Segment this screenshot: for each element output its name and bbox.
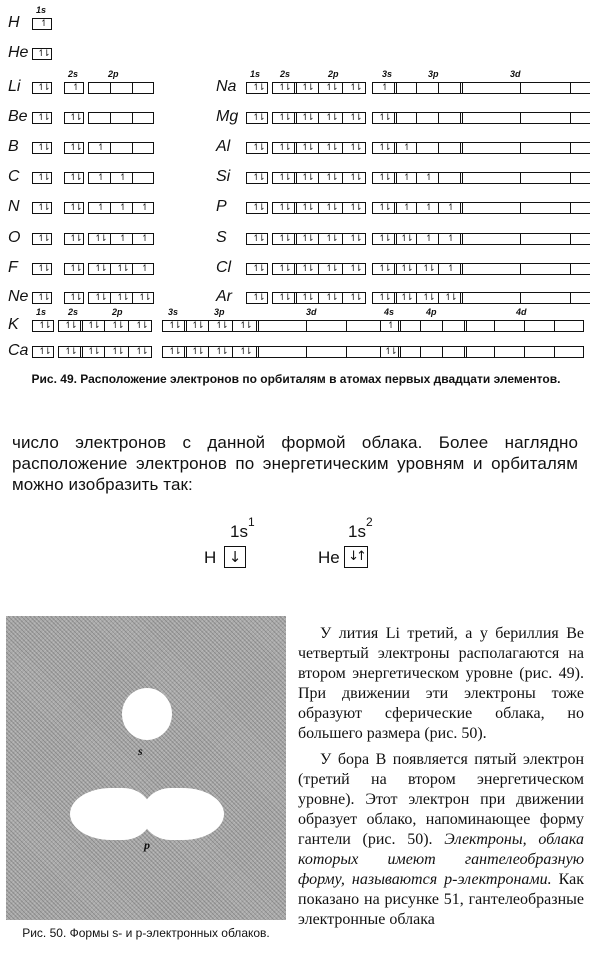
figure-50-caption: Рис. 50. Формы s- и p-электронных облаков. xyxy=(22,926,270,940)
orbital-divider xyxy=(110,143,111,153)
electron-arrows: ↿ xyxy=(403,143,409,153)
orbital-4-ca xyxy=(380,346,584,358)
orbital-divider xyxy=(110,83,111,93)
orbital-1s-be xyxy=(32,112,52,124)
element-symbol-h: H xyxy=(8,14,20,31)
figure-49-caption: Рис. 49. Расположение электронов по орбиталям в атомах первых двадцати элементов. xyxy=(31,372,561,386)
electron-arrows: ↿⇂ xyxy=(168,347,180,357)
element-symbol-be: Be xyxy=(8,108,28,125)
orbital-divider xyxy=(394,113,397,123)
orbital-divider xyxy=(460,113,463,123)
electron-arrows: ↿⇂ xyxy=(215,347,227,357)
orbital-1s-b xyxy=(32,142,52,154)
electron-arrows: ↿ xyxy=(119,173,125,183)
orbital-2s-b xyxy=(64,142,84,154)
electron-arrows: ↿ xyxy=(40,19,46,29)
electron-arrows: ↿⇂ xyxy=(349,83,361,93)
orbital-divider xyxy=(464,321,467,331)
orbital-divider xyxy=(420,347,421,357)
orbital-1s-p xyxy=(246,202,268,214)
element-symbol-he: He xyxy=(8,44,29,61)
orbital-divider xyxy=(520,113,521,123)
orbital-3s3p3d-s xyxy=(372,233,590,245)
electron-arrows: ↿⇂ xyxy=(378,143,390,153)
electron-arrows: ↿ xyxy=(403,203,409,213)
orbital-2p-f xyxy=(88,263,154,275)
orbital-3s3p3d-si xyxy=(372,172,590,184)
orbital-1s-mg xyxy=(246,112,268,124)
electron-arrows: ↿⇂ xyxy=(69,173,81,183)
electron-arrows: ↿ xyxy=(425,234,431,244)
h-exponent: 1 xyxy=(248,515,255,529)
p-orbital-right-lobe xyxy=(142,788,224,840)
electron-arrows: ↿ xyxy=(403,173,409,183)
orbital-1s-s xyxy=(246,233,268,245)
electron-arrows: ↿⇂ xyxy=(349,113,361,123)
orbital-3s3p3d-al xyxy=(372,142,590,154)
electron-arrows: ↿⇂ xyxy=(135,347,147,357)
electron-arrows: ↿⇂ xyxy=(325,83,337,93)
electron-arrows: ↿⇂ xyxy=(69,203,81,213)
electron-arrows: ↿⇂ xyxy=(301,173,313,183)
helium-notation xyxy=(318,512,408,572)
electron-arrows: ↿⇂ xyxy=(252,234,264,244)
electron-arrows: ↿ xyxy=(447,203,453,213)
orbital-divider xyxy=(132,143,133,153)
electron-arrows: ↿⇂ xyxy=(278,113,290,123)
electron-arrows: ↿⇂ xyxy=(94,293,106,303)
orbital-divider xyxy=(416,83,417,93)
electron-arrows: ↿⇂ xyxy=(325,143,337,153)
electron-arrows: ↿⇂ xyxy=(64,321,76,331)
label-2p-right: 2p xyxy=(328,69,339,79)
orbital-divider xyxy=(110,113,111,123)
orbital-divider xyxy=(398,347,401,357)
orbital-1s-si xyxy=(246,172,268,184)
electron-arrows: ↿ xyxy=(425,203,431,213)
orbital-2s-c xyxy=(64,172,84,184)
orbital-1s-n xyxy=(32,202,52,214)
electron-arrows: ↿⇂ xyxy=(325,203,337,213)
orbital-2s2p-al xyxy=(272,142,366,154)
label-4d-bottom: 4d xyxy=(516,307,527,317)
label-2s-right: 2s xyxy=(280,69,291,79)
electron-arrows: ↿⇂ xyxy=(168,321,180,331)
electron-arrows: ↿⇂ xyxy=(349,143,361,153)
label-2p-bottom: 2p xyxy=(112,307,123,317)
orbital-divider xyxy=(520,264,521,274)
electron-arrows: ↿⇂ xyxy=(378,264,390,274)
electron-arrows: ↿⇂ xyxy=(191,347,203,357)
paragraph-lithium: У лития Li третий, а у бериллия Be четвертый электроны располагаются на втором энергетическом уровне (рис. 49). При движении эти электроны тоже образуют сферические облака, но большего размера (рис. 50). xyxy=(298,625,584,742)
electron-arrows: ↿⇂ xyxy=(252,113,264,123)
electron-arrows: ↿⇂ xyxy=(69,293,81,303)
electron-arrows: ↿⇂ xyxy=(252,293,264,303)
electron-arrows: ↿ xyxy=(141,203,147,213)
electron-arrows: ↿ xyxy=(72,83,78,93)
orbital-2s-ne xyxy=(64,292,84,304)
orbital-divider xyxy=(256,347,259,357)
electron-arrows: ↿⇂ xyxy=(37,83,49,93)
electron-arrows: ↿ xyxy=(141,234,147,244)
electron-arrows: ↿⇂ xyxy=(239,321,251,331)
electron-arrows: ↿⇂ xyxy=(378,293,390,303)
label-4s-bottom: 4s xyxy=(384,307,395,317)
electron-arrows: ↿⇂ xyxy=(111,347,123,357)
orbital-divider xyxy=(420,321,421,331)
right-column-text xyxy=(298,624,584,930)
hydrogen-notation xyxy=(200,512,280,572)
electron-arrows: ↿⇂ xyxy=(301,143,313,153)
electron-arrows: ↿⇂ xyxy=(37,143,49,153)
element-symbol-c: C xyxy=(8,168,20,185)
electron-arrows: ↿⇂ xyxy=(378,203,390,213)
orbital-divider xyxy=(520,173,521,183)
electron-arrows: ↿⇂ xyxy=(301,293,313,303)
electron-arrows: ↿ xyxy=(119,203,125,213)
electron-arrows: ↿⇂ xyxy=(349,264,361,274)
orbital-2s2p-na xyxy=(272,82,366,94)
electron-arrows: ↿ xyxy=(381,83,387,93)
orbital-1s-na xyxy=(246,82,268,94)
orbital-2s-n xyxy=(64,202,84,214)
orbital-divider xyxy=(570,203,571,213)
orbital-divider xyxy=(306,347,307,357)
electron-arrows: ↿ xyxy=(425,173,431,183)
orbital-divider xyxy=(460,83,463,93)
electron-arrows: ↿⇂ xyxy=(94,264,106,274)
orbital-2p-c xyxy=(88,172,154,184)
electron-arrows: ↿⇂ xyxy=(301,264,313,274)
element-symbol-k: K xyxy=(8,316,19,333)
orbital-1s-o xyxy=(32,233,52,245)
figure-50-image xyxy=(6,616,286,920)
h-symbol: H xyxy=(204,548,217,567)
electron-arrows: ↿⇂ xyxy=(191,321,203,331)
element-symbol-cl: Cl xyxy=(216,259,232,276)
electron-arrows: ↿⇂ xyxy=(278,83,290,93)
electron-arrows: ↿⇂ xyxy=(349,173,361,183)
orbital-divider xyxy=(460,143,463,153)
orbital-divider xyxy=(346,321,347,331)
orbital-2p-be xyxy=(88,112,154,124)
s-label: s xyxy=(138,744,143,758)
orbital-1s-c xyxy=(32,172,52,184)
electron-arrows: ↿⇂ xyxy=(301,234,313,244)
label-2p-left: 2p xyxy=(108,69,119,79)
orbital-divider xyxy=(460,234,463,244)
electron-arrows: ↿⇂ xyxy=(94,234,106,244)
orbital-2s-f xyxy=(64,263,84,275)
electron-arrows: ↿⇂ xyxy=(378,173,390,183)
electron-arrows: ↿⇂ xyxy=(239,347,251,357)
element-symbol-ca: Ca xyxy=(8,342,29,359)
orbital-divider xyxy=(570,83,571,93)
electron-arrows: ↿⇂ xyxy=(278,143,290,153)
electron-arrows: ↿⇂ xyxy=(400,234,412,244)
he-symbol: He xyxy=(318,548,340,567)
electron-arrows: ↿⇂ xyxy=(37,173,49,183)
electron-arrows: ↿⇂ xyxy=(444,293,456,303)
orbital-divider xyxy=(438,83,439,93)
orbital-divider xyxy=(524,347,525,357)
element-symbol-li: Li xyxy=(8,78,21,95)
orbital-2s2p-si xyxy=(272,172,366,184)
orbital-divider xyxy=(524,321,525,331)
orbital-divider xyxy=(416,143,417,153)
electron-arrows: ↿⇂ xyxy=(325,264,337,274)
orbital-divider xyxy=(256,321,259,331)
electron-arrows: ↿⇂ xyxy=(87,347,99,357)
electron-arrows: ↿⇂ xyxy=(111,321,123,331)
boron-text-start: У бора B появляется пятый электрон (третий на втором энергетическом уровне). Этот электрон при движении образует облако, напоминающее форму гантели (рис. 50). xyxy=(298,751,584,848)
electron-arrows: ↿⇂ xyxy=(138,293,150,303)
orbital-1s-cl xyxy=(246,263,268,275)
orbital-1s-ne xyxy=(32,292,52,304)
orbital-divider xyxy=(460,173,463,183)
electron-arrows: ↿⇂ xyxy=(422,293,434,303)
orbital-divider xyxy=(520,143,521,153)
electron-arrows: ↿ xyxy=(447,264,453,274)
label-3d-right: 3d xyxy=(510,69,521,79)
element-symbol-ar: Ar xyxy=(216,288,232,305)
orbital-divider xyxy=(554,347,555,357)
electron-arrows: ↿⇂ xyxy=(38,321,50,331)
electron-arrows: ↿ xyxy=(447,234,453,244)
orbital-2s2p-s xyxy=(272,233,366,245)
element-symbol-n: N xyxy=(8,198,20,215)
electron-arrows: ↿⇂ xyxy=(37,264,49,274)
orbital-1s-he xyxy=(32,48,52,60)
element-symbol-b: B xyxy=(8,138,19,155)
electron-arrows: ↿⇂ xyxy=(87,321,99,331)
orbital-2p-n xyxy=(88,202,154,214)
orbital-2p-b xyxy=(88,142,154,154)
orbital-2s2p-ar xyxy=(272,292,366,304)
electron-arrows: ↿⇂ xyxy=(325,293,337,303)
boron-text-end: Как показано на рисунке 51, гантелеобразные электронные облака xyxy=(298,871,585,928)
element-symbol-p: P xyxy=(216,198,227,215)
orbital-1s-h xyxy=(32,18,52,30)
body-paragraph: число электронов с данной формой облака. Более наглядно расположение электронов по энергетическим уровням и орбиталям можно изобразить так: xyxy=(12,433,578,494)
orbital-divider xyxy=(460,293,463,303)
label-1s-right: 1s xyxy=(250,69,261,79)
orbital-1s-al xyxy=(246,142,268,154)
orbital-3s3p3d-cl xyxy=(372,263,590,275)
label-1s-hydrogen: 1s xyxy=(36,5,47,15)
electron-arrows: ↿⇂ xyxy=(422,264,434,274)
orbital-divider xyxy=(494,347,495,357)
orbital-divider xyxy=(346,347,347,357)
h-orbital-label: 1s xyxy=(230,522,248,541)
orbital-1s-li xyxy=(32,82,52,94)
element-symbol-o: O xyxy=(8,229,21,246)
label-3d-bottom: 3d xyxy=(306,307,317,317)
electron-arrows: ↿⇂ xyxy=(69,113,81,123)
electron-arrows: ↿⇂ xyxy=(135,321,147,331)
electron-arrows: ↿⇂ xyxy=(278,264,290,274)
orbital-divider xyxy=(132,173,133,183)
electron-arrows: ↿ xyxy=(141,264,147,274)
orbital-2s-li xyxy=(64,82,84,94)
electron-arrows: ↿⇂ xyxy=(252,203,264,213)
element-symbol-mg: Mg xyxy=(216,108,239,125)
orbital-3s3p3d-na xyxy=(372,82,590,94)
orbital-3s3p3d-ar xyxy=(372,292,590,304)
label-2s-left: 2s xyxy=(68,69,79,79)
electron-arrows: ↿⇂ xyxy=(37,293,49,303)
orbital-divider xyxy=(416,113,417,123)
electron-arrows: ↿⇂ xyxy=(64,347,76,357)
orbital-2s2p-p xyxy=(272,202,366,214)
he-exponent: 2 xyxy=(366,515,373,529)
orbital-divider xyxy=(520,234,521,244)
electron-arrows: ↿⇂ xyxy=(37,203,49,213)
electron-arrows: ↿⇂ xyxy=(325,234,337,244)
orbital-divider xyxy=(132,83,133,93)
electron-arrows: ↿⇂ xyxy=(325,173,337,183)
electron-arrows: ↿⇂ xyxy=(384,347,396,357)
orbital-1s-f xyxy=(32,263,52,275)
orbital-divider xyxy=(442,321,443,331)
electron-arrows: ↿⇂ xyxy=(69,234,81,244)
orbital-divider xyxy=(438,113,439,123)
electron-arrows: ↿⇂ xyxy=(378,234,390,244)
p-orbital-left-lobe xyxy=(70,788,152,840)
electron-arrows: ↿⇂ xyxy=(278,203,290,213)
orbital-3s3p3d-p xyxy=(372,202,590,214)
orbital-divider xyxy=(570,293,571,303)
orbital-divider xyxy=(438,143,439,153)
h-orbital-box: ↓ xyxy=(224,546,246,568)
orbital-divider xyxy=(394,83,397,93)
orbital-2p-o xyxy=(88,233,154,245)
orbital-divider xyxy=(520,293,521,303)
p-electron-definition: Электроны, облака которых имеют гантелеобразную форму, называются p-электронами. xyxy=(298,831,585,888)
orbital-divider xyxy=(464,347,467,357)
electron-arrows: ↿⇂ xyxy=(278,234,290,244)
electron-arrows: ↿⇂ xyxy=(400,293,412,303)
electron-arrows: ↿⇂ xyxy=(116,264,128,274)
paragraph-boron xyxy=(298,750,584,930)
electron-arrows: ↿⇂ xyxy=(301,203,313,213)
element-symbol-al: Al xyxy=(216,138,231,155)
electron-arrows: ↿⇂ xyxy=(278,173,290,183)
electron-arrows: ↿⇂ xyxy=(69,143,81,153)
electron-arrows: ↿ xyxy=(119,234,125,244)
electron-arrows: ↿⇂ xyxy=(38,347,50,357)
electron-arrows: ↿⇂ xyxy=(400,264,412,274)
electron-arrows: ↿⇂ xyxy=(252,83,264,93)
orbital-divider xyxy=(442,347,443,357)
orbital-divider xyxy=(306,321,307,331)
orbital-divider xyxy=(570,264,571,274)
electron-arrows: ↿⇂ xyxy=(349,203,361,213)
orbital-2p-ne xyxy=(88,292,154,304)
orbital-divider xyxy=(570,173,571,183)
orbital-2p-li xyxy=(88,82,154,94)
label-3s-right: 3s xyxy=(382,69,393,79)
electron-arrows: ↿ xyxy=(97,143,103,153)
electron-arrows: ↿⇂ xyxy=(252,143,264,153)
label-3s-bottom: 3s xyxy=(168,307,179,317)
orbital-divider xyxy=(460,203,463,213)
orbital-divider xyxy=(570,234,571,244)
electron-arrows: ↿⇂ xyxy=(278,293,290,303)
label-2s-bottom: 2s xyxy=(68,307,79,317)
electron-arrows: ↿⇂ xyxy=(252,173,264,183)
orbital-divider xyxy=(460,264,463,274)
p-label: p xyxy=(144,838,150,852)
element-symbol-ne: Ne xyxy=(8,288,29,305)
electron-arrows: ↿ xyxy=(97,203,103,213)
orbital-2-k xyxy=(58,320,152,332)
orbital-divider xyxy=(554,321,555,331)
label-3p-right: 3p xyxy=(428,69,439,79)
orbital-divider xyxy=(398,321,401,331)
orbital-divider xyxy=(520,203,521,213)
label-3p-bottom: 3p xyxy=(214,307,225,317)
electron-arrows: ↿⇂ xyxy=(215,321,227,331)
orbital-divider xyxy=(570,113,571,123)
electron-arrows: ↿⇂ xyxy=(37,49,49,59)
orbital-2-ca xyxy=(58,346,152,358)
electron-arrows: ↿⇂ xyxy=(116,293,128,303)
electron-arrows: ↿⇂ xyxy=(301,83,313,93)
label-1s-bottom: 1s xyxy=(36,307,47,317)
electron-arrows: ↿ xyxy=(387,321,393,331)
orbital-3s3p3d-mg xyxy=(372,112,590,124)
orbital-divider xyxy=(438,173,439,183)
electron-arrows: ↿⇂ xyxy=(378,113,390,123)
orbital-divider xyxy=(570,143,571,153)
electron-arrows: ↿⇂ xyxy=(252,264,264,274)
electron-arrows: ↿⇂ xyxy=(69,264,81,274)
electron-arrows: ↿⇂ xyxy=(301,113,313,123)
orbital-1s-ca xyxy=(32,346,54,358)
electron-arrows: ↿ xyxy=(97,173,103,183)
orbital-divider xyxy=(520,83,521,93)
orbital-1s-ar xyxy=(246,292,268,304)
orbital-divider xyxy=(494,321,495,331)
electron-arrows: ↿⇂ xyxy=(349,293,361,303)
element-symbol-s: S xyxy=(216,229,227,246)
orbital-4-k xyxy=(380,320,584,332)
orbital-2s2p-mg xyxy=(272,112,366,124)
element-symbol-f: F xyxy=(8,259,18,276)
he-orbital-label: 1s xyxy=(348,522,366,541)
element-symbol-si: Si xyxy=(216,168,231,185)
element-symbol-na: Na xyxy=(216,78,237,95)
orbital-2s2p-cl xyxy=(272,263,366,275)
electron-arrows: ↿⇂ xyxy=(37,113,49,123)
he-orbital-box: ↓↑ xyxy=(344,546,368,568)
orbital-divider xyxy=(132,113,133,123)
s-orbital-cloud xyxy=(122,688,172,740)
orbital-2s-o xyxy=(64,233,84,245)
orbital-1s-k xyxy=(32,320,54,332)
label-4p-bottom: 4p xyxy=(426,307,437,317)
electron-arrows: ↿⇂ xyxy=(325,113,337,123)
electron-arrows: ↿⇂ xyxy=(37,234,49,244)
electron-arrows: ↿⇂ xyxy=(349,234,361,244)
orbital-2s-be xyxy=(64,112,84,124)
